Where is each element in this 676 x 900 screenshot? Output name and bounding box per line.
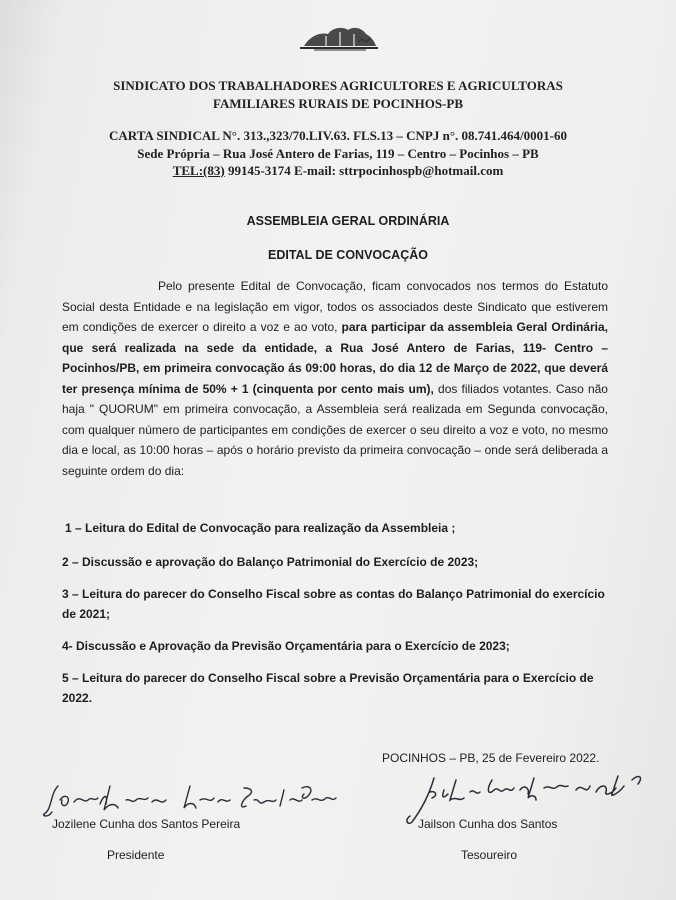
- phone-email: 99145-3174 E-mail: sttrpocinhospb@hotmail.com: [224, 163, 504, 178]
- phone-label: TEL:(83): [172, 163, 225, 178]
- agenda-item-5: 5 – Leitura do parecer do Conselho Fiscal sobre a Previsão Orçamentária para o Exercício de 2022.: [62, 671, 594, 705]
- union-charter-line: CARTA SINDICAL N°. 313.,323/70.LIV.63. FLS.13 – CNPJ n°. 08.741.464/0001-60: [108, 128, 567, 143]
- union-name-line2: FAMILIARES RURAIS DE POCINHOS-PB: [212, 96, 464, 111]
- document-title: ASSEMBLEIA GERAL ORDINÁRIA: [246, 214, 450, 228]
- president-signature: [40, 780, 360, 822]
- president-name: Jozilene Cunha dos Santos Pereira: [52, 817, 241, 831]
- agenda-item-3: 3 – Leitura do parecer do Conselho Fiscal sobre as contas do Balanço Patrimonial do exercício de 2021;: [62, 587, 605, 621]
- union-name-line1: SINDICATO DOS TRABALHADORES AGRICULTORES E AGRICULTORAS: [113, 78, 563, 93]
- paragraph-rest: dos filiados votantes. Caso não haja " QUORUM" em primeira convocação, a Assembleia será realizada em Segunda convocação, com qualquer número de participantes em condições de exercer o seu direito a voz e voto, no mesmo dia e local, as 10:00 horas – após o horário previsto da primeira convocação – onde será deliberada a seguinte ordem do dia:: [62, 381, 608, 478]
- agenda-item-2: 2 – Discussão e aprovação do Balanço Patrimonial do Exercício de 2023;: [62, 555, 479, 569]
- place-date: POCINHOS – PB, 25 de Fevereiro 2022.: [382, 751, 600, 765]
- union-logo-icon: [296, 20, 382, 56]
- paragraph-intro: Pelo presente Edital de Convocação, ficam convocados nos termos do Estatuto Social desta Entidade e na legislação em vigor, todos os associados deste Sindicato que estiverem em condições de exercer o direito a voz e ao voto,: [62, 279, 608, 334]
- document-subtitle: EDITAL DE CONVOCAÇÃO: [268, 248, 428, 262]
- agenda-item-4: 4- Discussão e Aprovação da Previsão Orçamentária para o Exercício de 2023;: [62, 639, 510, 653]
- treasurer-role: Tesoureiro: [461, 848, 518, 862]
- paragraph-bold: para participar da assembleia Geral Ordinária, que será realizada na sede da entidade, a Rua José Antero de Farias, 119- Centro – Pocinhos/PB, em primeira convocação ás 09:00 horas, do dia 12 de Março de 2022, que deverá ter presença mínima de 50% + 1 (cinquenta por cento mais um),: [62, 320, 608, 396]
- agenda-item-1: 1 – Leitura do Edital de Convocação para realização da Assembleia ;: [65, 521, 456, 535]
- president-role: Presidente: [107, 848, 165, 862]
- convocation-paragraph: [62, 276, 608, 481]
- union-address-line: Sede Própria – Rua José Antero de Farias, 119 – Centro – Pocinhos – PB: [137, 146, 539, 161]
- treasurer-name: Jailson Cunha dos Santos: [418, 817, 558, 831]
- union-contact-line: [0, 163, 676, 179]
